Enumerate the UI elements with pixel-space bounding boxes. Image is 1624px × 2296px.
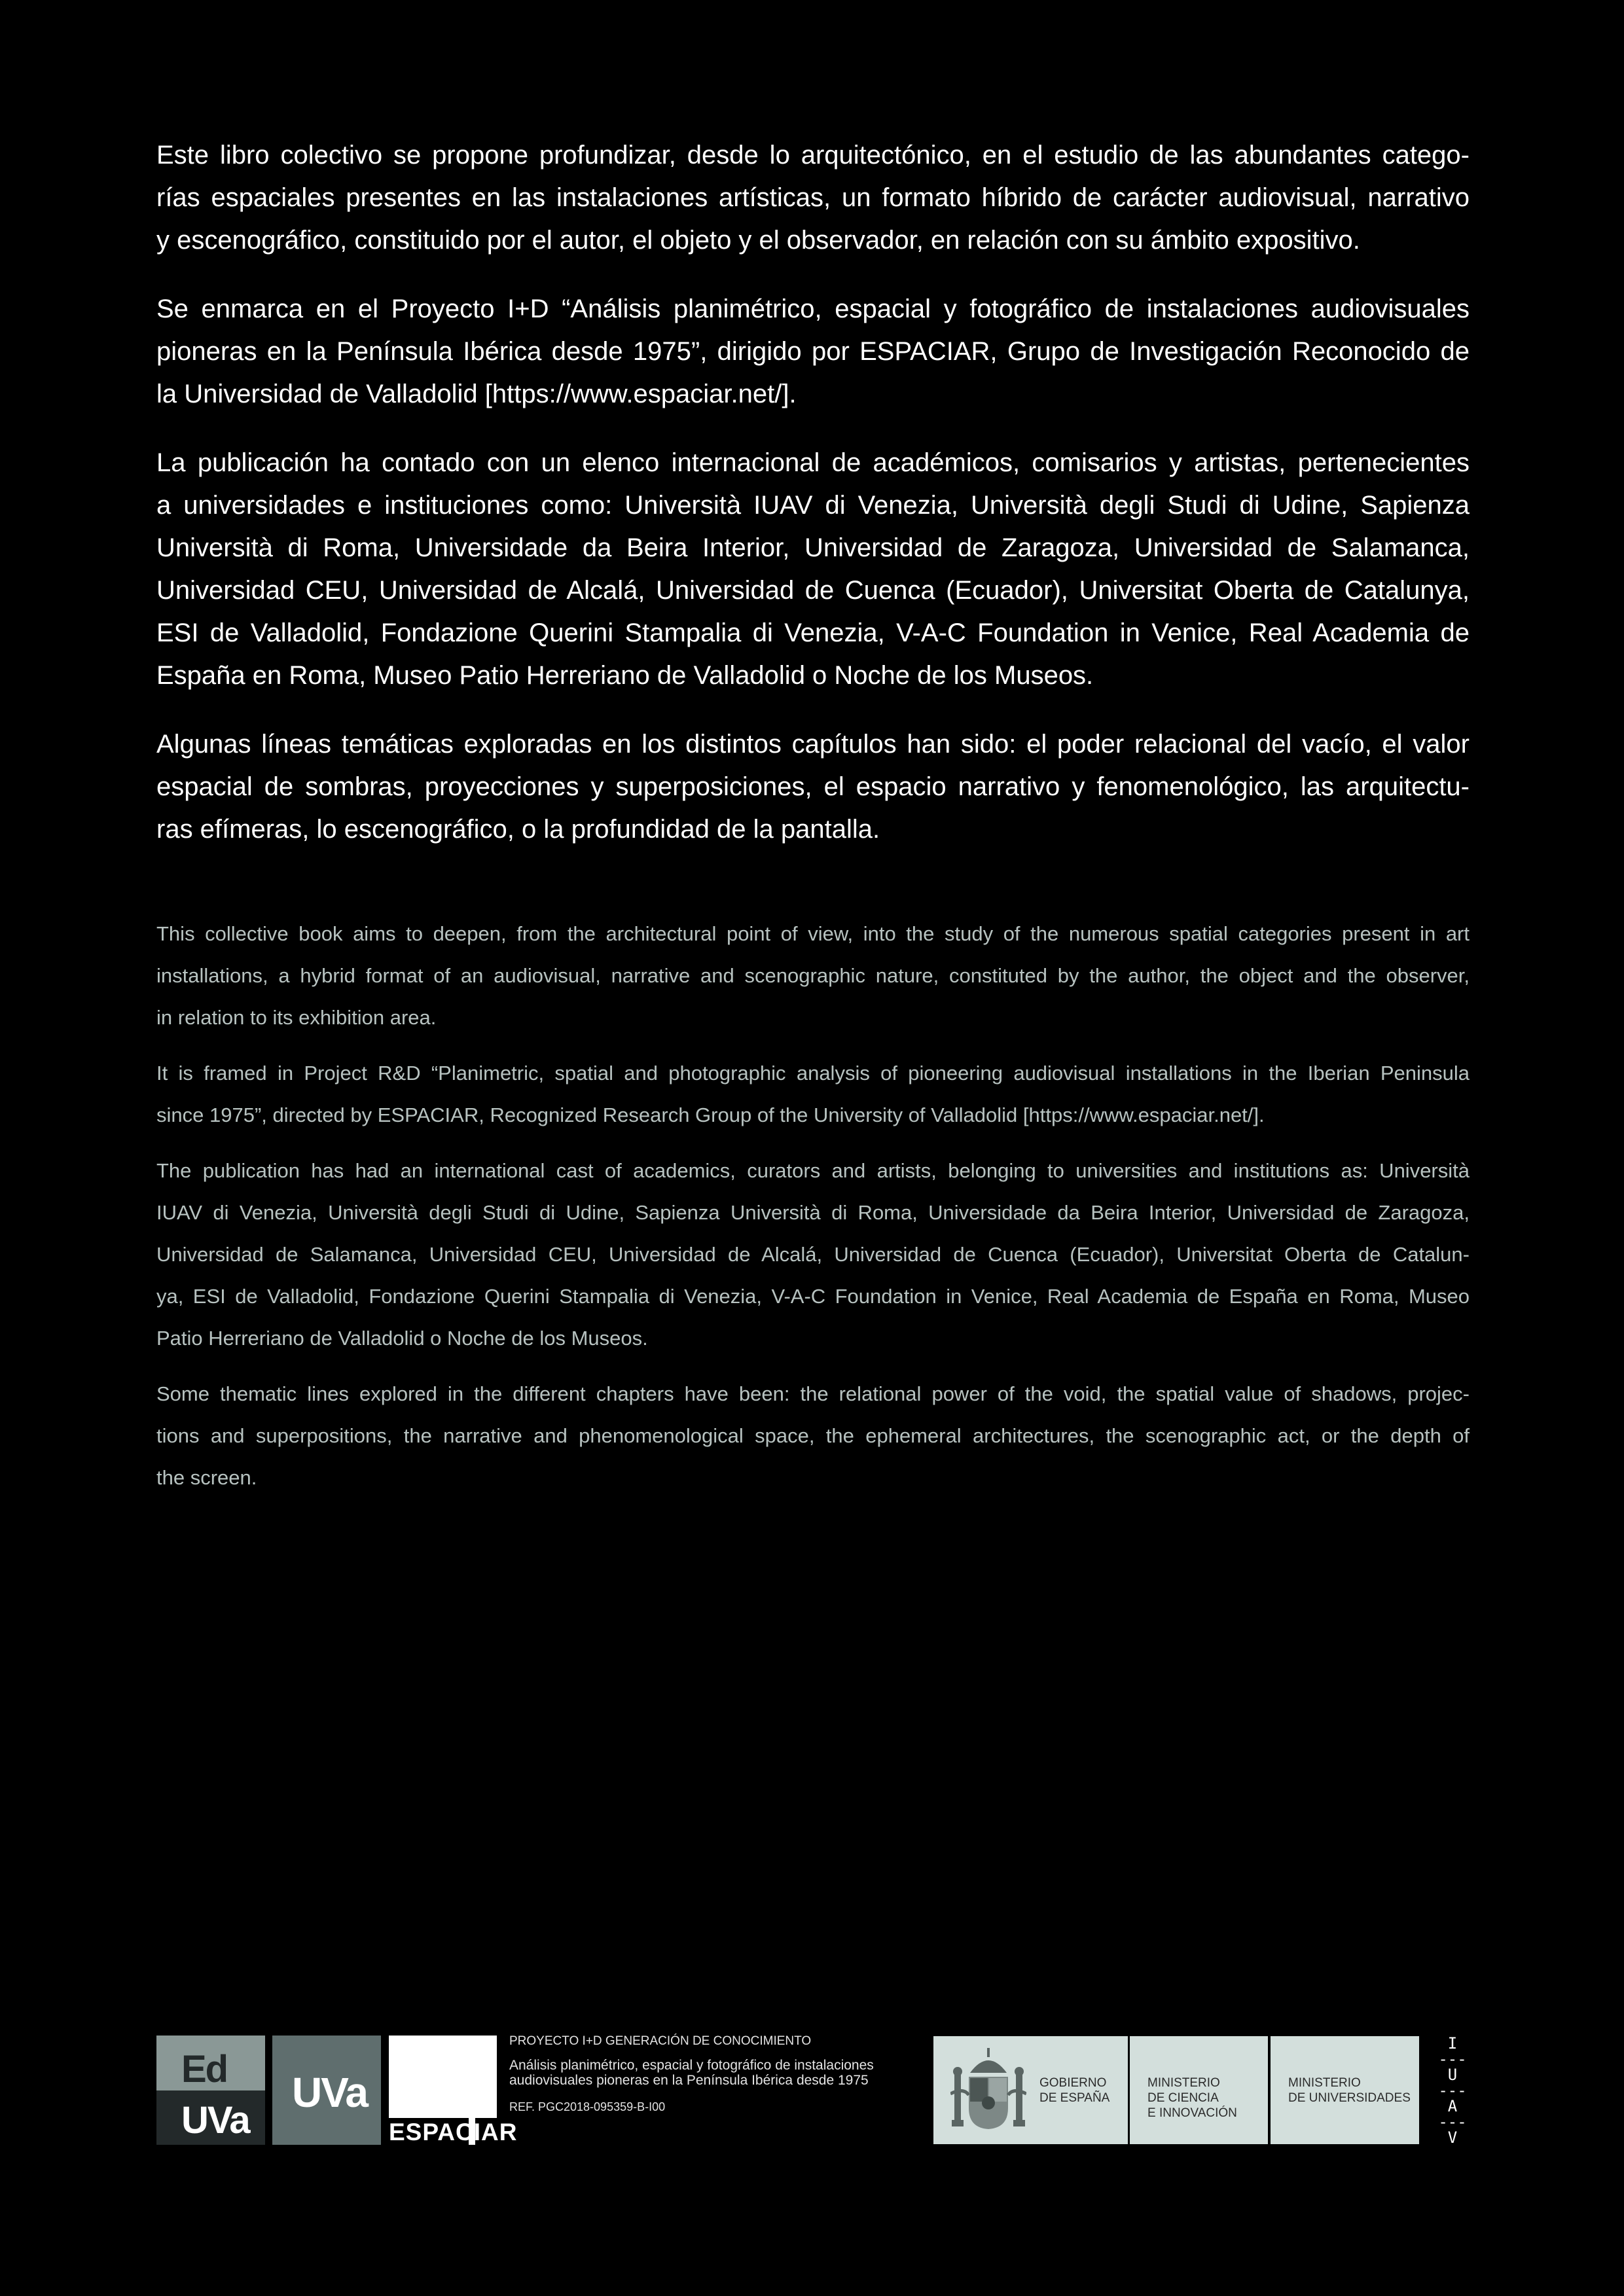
project-kicker: PROYECTO I+D GENERACIÓN DE CONOCIMIENTO [509, 2034, 812, 2048]
gov-line: DE ESPAÑA [1039, 2091, 1110, 2105]
text-line: la Universidad de Valladolid [https://www.espaciar.net/]. [156, 380, 797, 408]
ministry-line: MINISTERIO [1288, 2076, 1361, 2090]
project-title-line: audiovisuales pioneras en la Península Ibérica desde 1975 [509, 2073, 869, 2088]
english-paragraph [156, 1052, 1470, 1136]
iuav-char: V [1447, 2128, 1458, 2147]
text-line: in relation to its exhibition area. [156, 1006, 437, 1029]
text-line: since 1975”, directed by ESPACIAR, Recognized Research Group of the University of Valladolid [https://www.espaciar.net/]. [156, 1103, 1265, 1126]
text-line: It is framed in Project R&D “Planimetric, spatial and photographic analysis of pioneering audiovisual installations in the Iberian Peninsula [156, 1062, 1470, 1085]
ministry-line: DE UNIVERSIDADES [1288, 2091, 1411, 2105]
english-paragraph [156, 1373, 1470, 1499]
spanish-abstract [156, 134, 1470, 877]
logo-text: ESPACIAR [389, 2119, 518, 2145]
iuav-char: A [1447, 2097, 1458, 2115]
logo-text-ed: Ed [181, 2048, 228, 2090]
text-line: ras efímeras, lo escenográfico, o la profundidad de la pantalla. [156, 815, 880, 844]
text-line: the screen. [156, 1466, 257, 1489]
text-line: a universidades e instituciones como: Università IUAV di Venezia, Università degli Studi di Udine, Sapienza [156, 491, 1470, 520]
espaciar-logo [389, 2036, 518, 2145]
text-line: La publicación ha contado con un elenco internacional de académicos, comisarios y artistas, pertenecientes [156, 448, 1470, 477]
logo-text-uva: UVa [181, 2099, 249, 2142]
gobierno-de-espana-logo [933, 2036, 1128, 2144]
iuav-char: U [1447, 2066, 1458, 2084]
text-line: This collective book aims to deepen, from the architectural point of view, into the study of the numerous spatial categories present in art [156, 922, 1470, 945]
iuav-dash: --- [1438, 2113, 1467, 2131]
text-line: ya, ESI de Valladolid, Fondazione Querini Stampalia di Venezia, V-A-C Foundation in Venice, Real Academia de España en Roma, Museo [156, 1285, 1470, 1308]
english-abstract [156, 913, 1470, 1513]
project-title [509, 2058, 874, 2088]
ediciones-uva-logo [156, 2036, 265, 2145]
text-line: Universidad CEU, Universidad de Alcalá, Universidad de Cuenca (Ecuador), Universitat Oberta de Catalunya, [156, 576, 1470, 605]
text-line: Universidad de Salamanca, Universidad CEU, Universidad de Alcalá, Universidad de Cuenca (Ecuador), Universitat Oberta de Catalun- [156, 1243, 1470, 1266]
iuav-dash: --- [1438, 2050, 1467, 2068]
logo-text: UVa [292, 2069, 367, 2116]
text-line: Some thematic lines explored in the different chapters have been: the relational power of the void, the spatial value of shadows, projec- [156, 1382, 1470, 1405]
project-reference: REF. PGC2018-095359-B-I00 [509, 2100, 666, 2113]
english-paragraph [156, 913, 1470, 1039]
uva-logo [272, 2036, 381, 2145]
text-line: rías espaciales presentes en las instalaciones artísticas, un formato híbrido de carácter audiovisual, narrativo [156, 183, 1470, 212]
text-line: espacial de sombras, proyecciones y superposiciones, el espacio narrativo y fenomenológico, las arquitectu- [156, 772, 1470, 801]
text-line: tions and superpositions, the narrative and phenomenological space, the ephemeral architectures, the scenographic act, or the depth of [156, 1424, 1470, 1447]
spanish-paragraph [156, 723, 1470, 851]
iuav-char: I [1447, 2034, 1458, 2053]
ministerio-universidades-logo [1271, 2036, 1419, 2144]
spanish-paragraph [156, 288, 1470, 416]
text-line: España en Roma, Museo Patio Herreriano de Valladolid o Noche de los Museos. [156, 661, 1094, 690]
text-line: Patio Herreriano de Valladolid o Noche de los Museos. [156, 1327, 648, 1350]
project-title-line: Análisis planimétrico, espacial y fotográfico de instalaciones [509, 2058, 874, 2073]
spanish-paragraph [156, 134, 1470, 262]
text-line: Este libro colectivo se propone profundizar, desde lo arquitectónico, en el estudio de las abundantes catego- [156, 141, 1470, 170]
iuav-dash: --- [1438, 2081, 1467, 2100]
english-paragraph [156, 1150, 1470, 1359]
ministry-line: E INNOVACIÓN [1147, 2106, 1237, 2120]
spanish-paragraph [156, 442, 1470, 697]
text-line: installations, a hybrid format of an audiovisual, narrative and scenographic nature, constituted by the author, the object and the observer, [156, 964, 1470, 987]
gov-line: GOBIERNO [1039, 2076, 1107, 2090]
text-line: Algunas líneas temáticas exploradas en los distintos capítulos han sido: el poder relacional del vacío, el valor [156, 730, 1470, 759]
coat-of-arms-icon [950, 2048, 1026, 2130]
text-line: Se enmarca en el Proyecto I+D “Análisis planimétrico, espacial y fotográfico de instalaciones audiovisuales [156, 295, 1470, 323]
text-line: Università di Roma, Universidade da Beira Interior, Universidad de Zaragoza, Universidad de Salamanca, [156, 533, 1470, 562]
ministry-line: DE CIENCIA [1147, 2091, 1219, 2105]
iuav-logo [1437, 2036, 1468, 2145]
project-info [509, 2034, 874, 2114]
text-line: IUAV di Venezia, Università degli Studi di Udine, Sapienza Università di Roma, Universidade da Beira Interior, Universidad de Zaragoza, [156, 1201, 1470, 1224]
text-line: The publication has had an international cast of academics, curators and artists, belonging to universities and institutions as: Università [156, 1159, 1470, 1182]
text-line: y escenográfico, constituido por el autor, el objeto y el observador, en relación con su ámbito expositivo. [156, 226, 1360, 255]
ministerio-ciencia-logo [1130, 2036, 1268, 2144]
ministry-line: MINISTERIO [1147, 2076, 1220, 2090]
text-line: ESI de Valladolid, Fondazione Querini Stampalia di Venezia, V-A-C Foundation in Venice, Real Academia de [156, 619, 1470, 647]
text-line: pioneras en la Península Ibérica desde 1975”, dirigido por ESPACIAR, Grupo de Investigación Reconocido de [156, 337, 1470, 366]
